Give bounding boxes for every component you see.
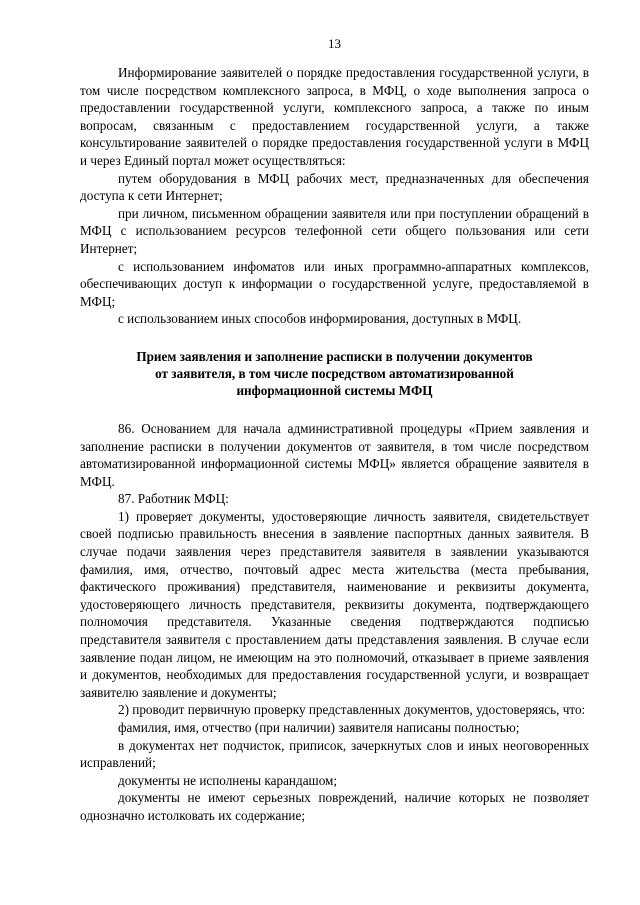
- paragraph-87-item-2: 2) проводит первичную проверку представленных документов, удостоверяясь, что:: [118, 702, 586, 718]
- paragraph-87: 87. Работник МФЦ:: [118, 491, 229, 507]
- paragraph-87-item-1: 1) проверяет документы, удостоверяющие личность заявителя, свидетельствует своей подписью правильность внесения в заявление паспортных данных заявителя. В случае подачи заявления через представителя заявителя в заявлении указываются фамилия, имя, отчество, почтовый адрес места жительства (места пребывания, фактического проживания) представителя, наименование и реквизиты документа, удостоверяющего личность представителя, реквизиты документа, подтверждающего полномочия представителя. Указанные сведения подтверждаются подписью представителя заявителя с проставлением даты представления заявления. В случае если заявление подан лицом, не имеющим на это полномочий, отказывает в приеме заявления и документов, необходимых для предоставления государственной услуги, и возвращает заявителю заявление и документы;: [80, 508, 589, 700]
- bottom-section: [80, 420, 589, 825]
- heading-line-2: от заявителя, в том числе посредством автоматизированной: [155, 365, 514, 381]
- page-number: 13: [328, 36, 341, 51]
- paragraph-86: 86. Основанием для начала административной процедуры «Прием заявления и заполнение расписки в получении документов от заявителя, в том числе посредством автоматизированной информационной системы МФЦ» является обращение заявителя в МФЦ.: [80, 420, 589, 489]
- paragraph-item-workplaces: путем оборудования в МФЦ рабочих мест, предназначенных для обеспечения доступа к сети Интернет;: [80, 170, 589, 204]
- paragraph-item-other-ways: с использованием иных способов информирования, доступных в МФЦ.: [118, 311, 522, 327]
- heading-line-1: Прием заявления и заполнение расписки в получении документов: [136, 348, 533, 364]
- check-item-full-name: фамилия, имя, отчество (при наличии) заявителя написаны полностью;: [118, 720, 520, 735]
- top-section: [80, 64, 589, 328]
- document-page: [80, 36, 589, 825]
- check-item-no-pencil: документы не исполнены карандашом;: [118, 772, 338, 788]
- paragraph-item-infomats: с использованием инфоматов или иных программно-аппаратных комплексов, обеспечивающих доступ к информации о государственной услуге, предоставляемой в МФЦ;: [80, 258, 589, 309]
- paragraph-item-personal-request: при личном, письменном обращении заявителя или при поступлении обращений в МФЦ с использованием ресурсов телефонной сети общего пользования или сети Интернет;: [80, 205, 589, 256]
- section-heading: [80, 348, 589, 399]
- check-item-no-erasures: в документах нет подчисток, приписок, зачеркнутых слов и иных неоговоренных исправлений;: [80, 737, 589, 771]
- heading-line-3: информационной системы МФЦ: [236, 382, 433, 398]
- paragraph-informing: Информирование заявителей о порядке предоставления государственной услуги, в том числе посредством комплексного запроса, в МФЦ, о ходе выполнения запроса о предоставлении государственной услуги, комплексного запроса, а также по иным вопросам, связанным с предоставлением государственной услуги, а также консультирование заявителей о порядке предоставления государственной услуги в МФЦ и через Единый портал может осуществляться:: [80, 65, 589, 168]
- check-item-no-damage: документы не имеют серьезных повреждений, наличие которых не позволяет однозначно истолковать их содержание;: [80, 790, 589, 823]
